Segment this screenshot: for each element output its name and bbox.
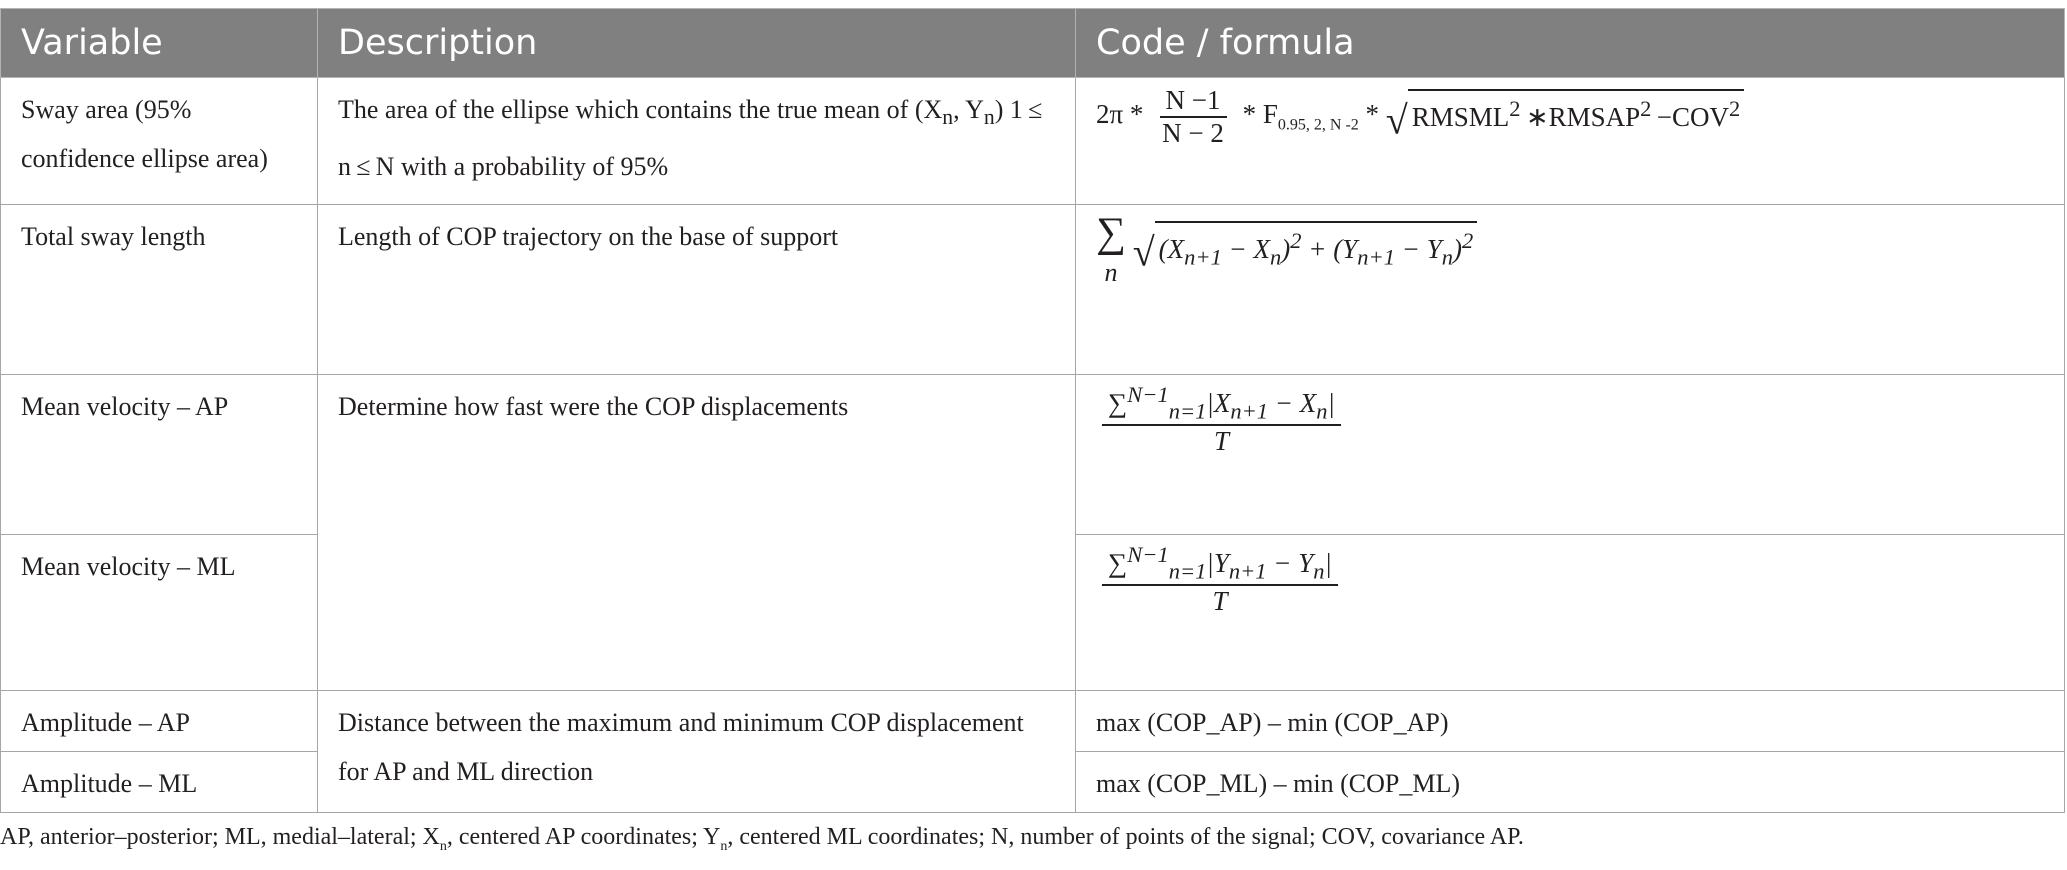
header-row [1,9,2065,78]
total-sway-length-formula [1096,210,1477,287]
formula-amplitude-ap: max (COP_AP) – min (COP_AP) [1076,691,2065,752]
square-root: √ $(X_{n+1} - X_n)^2 + (Y_{n+1} - Y_n)^2$ [1133,221,1478,276]
header-code-formula: Code / formula [1076,9,2065,78]
header-variable: Variable [1,9,318,78]
variable-total-sway-length: Total sway length [1,205,318,375]
variable-sway-area: Sway area (95% confidence ellipse area) [1,78,318,205]
formula-sway-area [1076,78,2065,205]
fraction: $\frac{\sum^{N-1}_{n=1}|Y_{n+1} - Y_n|}{T}$ [1102,542,1338,617]
variable-amplitude-ml: Amplitude – ML [1,752,318,813]
sway-area-formula: 2π * $\frac{N -1}{N - 2}$ * $F_{0.95, 2, N -2}$ * √ RMSML$^2$ $∗RMSAP^2 -COV^2$ [1096,99,1744,129]
mean-velocity-ml-formula [1096,542,1344,617]
description-total-sway-length: Length of COP trajectory on the base of support [318,205,1076,375]
variable-mean-velocity-ap: Mean velocity – AP [1,375,318,535]
table-footnote: AP, anterior–posterior; ML, medial–lateral; $X_n$, centered AP coordinates; $Y_n$, centered ML coordinates; N, number of points of the signal; COV, covariance AP. [0,824,1524,854]
fraction: $\frac{N -1}{N - 2}$ [1156,85,1230,149]
formula-amplitude-ml: max (COP_ML) – min (COP_ML) [1076,752,2065,813]
table-row [1,205,2065,375]
mean-velocity-ap-formula [1096,382,1347,457]
square-root: √ RMSML$^2$ $∗RMSAP^2 -COV^2$ [1386,89,1744,144]
cop-variables-table [0,8,2065,813]
summation: ∑ n [1096,210,1126,287]
formula-total-sway-length [1076,205,2065,375]
description-amplitude: Distance between the maximum and minimum COP displacement for AP and ML direction [318,691,1076,813]
header-description: Description [318,9,1076,78]
fraction: $\frac{\sum^{N-1}_{n=1}|X_{n+1} - X_n|}{T}$ [1102,382,1341,457]
formula-mean-velocity-ml [1076,535,2065,691]
description-sway-area: The area of the ellipse which contains the true mean of ($X_n$, $Y_n$) 1 ≤ n ≤ N with a probability of 95% [318,78,1076,205]
formula-mean-velocity-ap [1076,375,2065,535]
variable-mean-velocity-ml: Mean velocity – ML [1,535,318,691]
variable-amplitude-ap: Amplitude – AP [1,691,318,752]
table-row [1,375,2065,535]
table-row [1,691,2065,752]
description-mean-velocity: Determine how fast were the COP displacements [318,375,1076,691]
table-row [1,78,2065,205]
